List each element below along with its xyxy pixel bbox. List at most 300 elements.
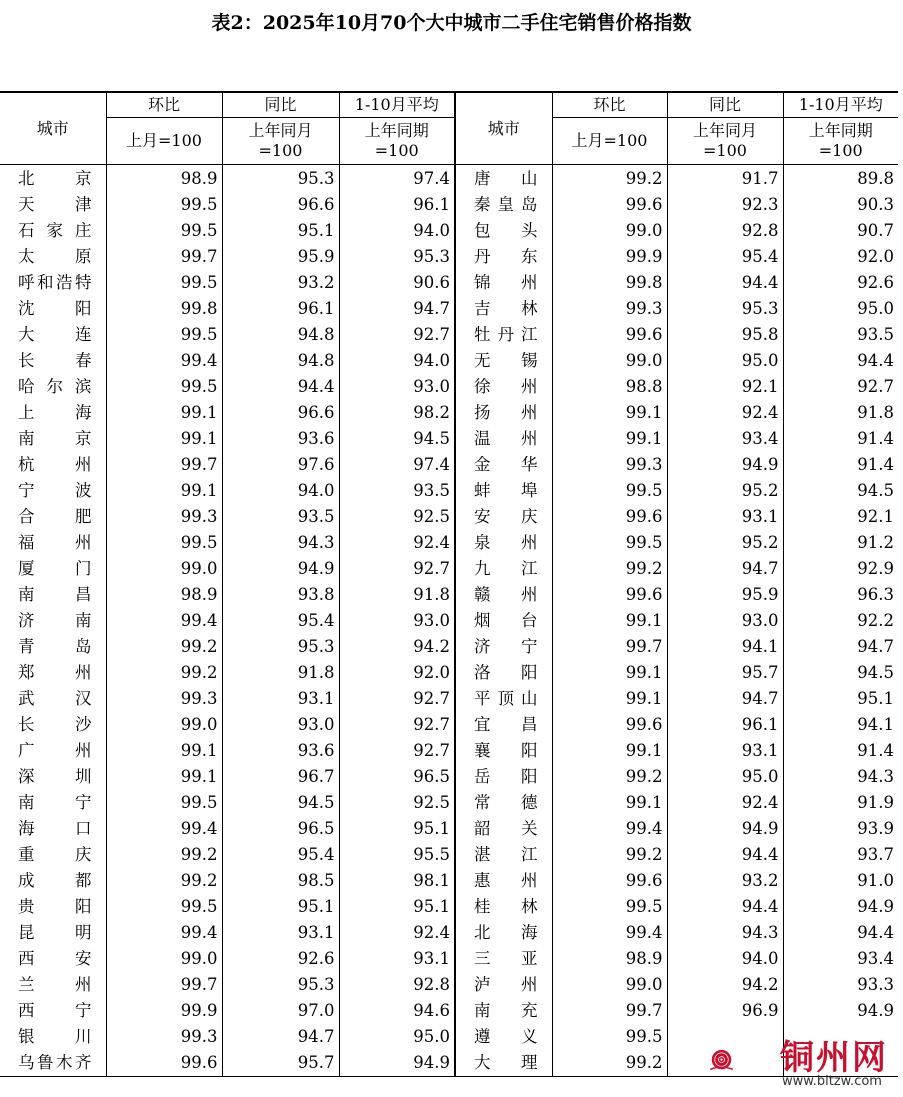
mom-value-left: 99.5 — [106, 322, 222, 348]
table-row — [0, 165, 898, 193]
city-name-left: 大连 — [18, 325, 92, 344]
yoy-value-right: 94.9 — [667, 816, 783, 842]
avg-value-right: 93.7 — [783, 842, 898, 868]
city-name-right: 济宁 — [455, 634, 552, 660]
mom-value-left: 99.5 — [106, 218, 222, 244]
avg-value-left: 94.5 — [339, 426, 455, 452]
yoy-value-right: 95.8 — [667, 322, 783, 348]
yoy-value-left: 94.9 — [222, 556, 339, 582]
yoy-value-left: 93.0 — [222, 712, 339, 738]
yoy-value-right: 94.7 — [667, 686, 783, 712]
city-name-left: 重庆 — [18, 845, 92, 864]
city-name-right: 平顶山 — [455, 686, 552, 712]
mom-value-left: 98.9 — [106, 165, 222, 193]
city-name-left: 石家庄 — [18, 221, 92, 240]
mom-value-left: 99.1 — [106, 764, 222, 790]
mom-value-right: 99.7 — [552, 634, 667, 660]
header-yoy-left: 同比 — [222, 92, 339, 118]
yoy-value-right: 94.4 — [667, 842, 783, 868]
table-row — [0, 764, 898, 790]
mom-value-right: 99.6 — [552, 192, 667, 218]
mom-value-left: 99.7 — [106, 972, 222, 998]
avg-value-right: 93.4 — [783, 946, 898, 972]
avg-value-left: 97.4 — [339, 452, 455, 478]
table-row — [0, 946, 898, 972]
table-row — [0, 920, 898, 946]
mom-value-right: 99.2 — [552, 165, 667, 193]
avg-value-left: 92.5 — [339, 504, 455, 530]
yoy-value-right: 95.0 — [667, 764, 783, 790]
mom-value-right: 99.6 — [552, 868, 667, 894]
city-name-right: 岳阳 — [455, 764, 552, 790]
table-body — [0, 165, 898, 1077]
mom-value-right: 99.1 — [552, 426, 667, 452]
mom-value-right: 99.5 — [552, 894, 667, 920]
avg-value-left: 95.5 — [339, 842, 455, 868]
watermark-name: 铜州网 — [780, 1038, 888, 1078]
mom-value-right: 99.1 — [552, 790, 667, 816]
mom-value-right: 99.0 — [552, 972, 667, 998]
mom-value-right: 99.6 — [552, 582, 667, 608]
table-row — [0, 972, 898, 998]
city-name-right: 唐山 — [455, 165, 552, 193]
city-name-left: 成都 — [18, 871, 92, 890]
yoy-value-left: 96.6 — [222, 192, 339, 218]
mom-value-right: 98.8 — [552, 374, 667, 400]
mom-value-left: 99.7 — [106, 452, 222, 478]
city-name-right: 丹东 — [455, 244, 552, 270]
table-row — [0, 322, 898, 348]
yoy-value-right: 94.4 — [667, 894, 783, 920]
city-name-right: 北海 — [455, 920, 552, 946]
city-name-right: 烟台 — [455, 608, 552, 634]
mom-value-right: 99.3 — [552, 452, 667, 478]
city-name-left: 深圳 — [18, 767, 92, 786]
city-name-left: 宁波 — [18, 481, 92, 500]
mom-value-right: 99.5 — [552, 530, 667, 556]
yoy-value-right: 93.2 — [667, 868, 783, 894]
city-name-right: 扬州 — [455, 400, 552, 426]
table-row — [0, 530, 898, 556]
city-name-right: 吉林 — [455, 296, 552, 322]
header-yoy-base-right: 上年同月 =100 — [667, 118, 783, 165]
yoy-value-right: 95.9 — [667, 582, 783, 608]
avg-value-right: 91.4 — [783, 452, 898, 478]
mom-value-left: 99.2 — [106, 660, 222, 686]
yoy-value-left: 95.4 — [222, 608, 339, 634]
avg-value-left: 92.7 — [339, 322, 455, 348]
city-name-right: 赣州 — [455, 582, 552, 608]
avg-value-right: 90.7 — [783, 218, 898, 244]
city-name-left: 杭州 — [18, 455, 92, 474]
yoy-value-right: 95.7 — [667, 660, 783, 686]
avg-value-right: 94.7 — [783, 634, 898, 660]
mom-value-left: 99.0 — [106, 556, 222, 582]
yoy-value-right: 93.1 — [667, 738, 783, 764]
header-city-left: 城市 — [0, 92, 106, 165]
avg-value-left: 92.7 — [339, 712, 455, 738]
city-name-right: 秦皇岛 — [455, 192, 552, 218]
city-name-left: 上海 — [18, 403, 92, 422]
yoy-value-left: 95.3 — [222, 165, 339, 193]
yoy-value-right: 95.2 — [667, 478, 783, 504]
avg-value-right: 93.3 — [783, 972, 898, 998]
avg-value-left: 96.5 — [339, 764, 455, 790]
yoy-value-right: 92.1 — [667, 374, 783, 400]
yoy-value-left: 97.0 — [222, 998, 339, 1024]
yoy-value-left: 93.5 — [222, 504, 339, 530]
yoy-value-right: 94.4 — [667, 270, 783, 296]
avg-value-left: 90.6 — [339, 270, 455, 296]
city-name-right: 南充 — [455, 998, 552, 1024]
avg-value-left: 92.7 — [339, 556, 455, 582]
mom-value-left: 99.1 — [106, 400, 222, 426]
yoy-value-right: 94.0 — [667, 946, 783, 972]
yoy-value-right: 95.0 — [667, 348, 783, 374]
city-name-left: 天津 — [18, 195, 92, 214]
avg-value-left: 92.8 — [339, 972, 455, 998]
avg-value-right: 92.2 — [783, 608, 898, 634]
table-row — [0, 608, 898, 634]
mom-value-right: 99.6 — [552, 712, 667, 738]
avg-value-right: 93.9 — [783, 816, 898, 842]
mom-value-right: 99.9 — [552, 244, 667, 270]
table-row — [0, 504, 898, 530]
table-row — [0, 374, 898, 400]
city-name-right: 蚌埠 — [455, 478, 552, 504]
city-name-right: 桂林 — [455, 894, 552, 920]
mom-value-left: 99.7 — [106, 244, 222, 270]
city-name-right: 襄阳 — [455, 738, 552, 764]
mom-value-left: 99.4 — [106, 348, 222, 374]
yoy-value-left: 93.6 — [222, 426, 339, 452]
avg-value-left: 94.6 — [339, 998, 455, 1024]
city-name-right: 九江 — [455, 556, 552, 582]
city-name-left: 兰州 — [18, 975, 92, 994]
mom-value-left: 98.9 — [106, 582, 222, 608]
page-title: 表2：2025年10月70个大中城市二手住宅销售价格指数 — [211, 12, 692, 34]
city-name-left: 长春 — [18, 351, 92, 370]
table-row — [0, 296, 898, 322]
avg-value-right: 94.5 — [783, 478, 898, 504]
header-avg-base-left: 上年同期 =100 — [339, 118, 455, 165]
table-row — [0, 634, 898, 660]
avg-value-left: 92.5 — [339, 790, 455, 816]
mom-value-left: 99.3 — [106, 504, 222, 530]
city-name-left: 呼和浩特 — [18, 273, 92, 292]
header-mom-left: 环比 — [106, 92, 222, 118]
city-name-right: 大理 — [455, 1050, 552, 1077]
city-name-right: 包头 — [455, 218, 552, 244]
yoy-value-right: 95.2 — [667, 530, 783, 556]
table-row — [0, 192, 898, 218]
mom-value-left: 99.5 — [106, 894, 222, 920]
avg-value-left: 91.8 — [339, 582, 455, 608]
table-row — [0, 686, 898, 712]
mom-value-right: 99.5 — [552, 1024, 667, 1050]
city-name-right: 遵义 — [455, 1024, 552, 1050]
yoy-value-left: 94.5 — [222, 790, 339, 816]
table-row — [0, 478, 898, 504]
avg-value-right: 94.1 — [783, 712, 898, 738]
city-name-left: 西宁 — [18, 1001, 92, 1020]
city-name-left: 厦门 — [18, 559, 92, 578]
mom-value-right: 99.6 — [552, 504, 667, 530]
mom-value-right: 99.1 — [552, 660, 667, 686]
avg-value-left: 92.4 — [339, 920, 455, 946]
mom-value-left: 99.4 — [106, 816, 222, 842]
avg-value-left: 92.4 — [339, 530, 455, 556]
avg-value-right: 91.8 — [783, 400, 898, 426]
yoy-value-right: 92.4 — [667, 400, 783, 426]
mom-value-left: 99.2 — [106, 868, 222, 894]
avg-value-right: 94.5 — [783, 660, 898, 686]
yoy-value-right: 94.9 — [667, 452, 783, 478]
yoy-value-left: 94.7 — [222, 1024, 339, 1050]
header-mom-right: 环比 — [552, 92, 667, 118]
yoy-value-right: 93.4 — [667, 426, 783, 452]
table-row — [0, 270, 898, 296]
header-avg-left: 1-10月平均 — [339, 92, 455, 118]
avg-value-right: 91.2 — [783, 530, 898, 556]
avg-value-right: 95.1 — [783, 686, 898, 712]
city-name-right: 湛江 — [455, 842, 552, 868]
mom-value-right: 99.7 — [552, 998, 667, 1024]
mom-value-left: 99.5 — [106, 192, 222, 218]
yoy-value-left: 95.9 — [222, 244, 339, 270]
table-row — [0, 842, 898, 868]
mom-value-left: 99.4 — [106, 920, 222, 946]
city-name-left: 沈阳 — [18, 299, 92, 318]
mom-value-left: 99.5 — [106, 530, 222, 556]
yoy-value-left: 93.1 — [222, 920, 339, 946]
watermark-url: www.bltzw.com — [782, 1074, 882, 1089]
yoy-value-right: 96.1 — [667, 712, 783, 738]
yoy-value-right: 92.3 — [667, 192, 783, 218]
yoy-value-left: 93.1 — [222, 686, 339, 712]
mom-value-left: 99.1 — [106, 738, 222, 764]
mom-value-right: 99.0 — [552, 348, 667, 374]
city-name-right: 金华 — [455, 452, 552, 478]
mom-value-right: 99.1 — [552, 686, 667, 712]
yoy-value-left: 95.3 — [222, 972, 339, 998]
city-name-right: 洛阳 — [455, 660, 552, 686]
city-name-left: 福州 — [18, 533, 92, 552]
city-name-right: 温州 — [455, 426, 552, 452]
avg-value-right: 94.4 — [783, 348, 898, 374]
city-name-right: 常德 — [455, 790, 552, 816]
table-row — [0, 712, 898, 738]
seal-logo-icon — [708, 1026, 780, 1094]
avg-value-right: 92.9 — [783, 556, 898, 582]
mom-value-left: 99.1 — [106, 426, 222, 452]
header-mom-base-left: 上月=100 — [106, 118, 222, 165]
yoy-value-right: 95.3 — [667, 296, 783, 322]
mom-value-left: 99.3 — [106, 1024, 222, 1050]
avg-value-left: 95.0 — [339, 1024, 455, 1050]
table-row — [0, 790, 898, 816]
avg-value-left: 93.0 — [339, 374, 455, 400]
yoy-value-right: 94.2 — [667, 972, 783, 998]
city-name-right: 宜昌 — [455, 712, 552, 738]
table-row — [0, 660, 898, 686]
avg-value-right: 91.0 — [783, 868, 898, 894]
city-name-left: 广州 — [18, 741, 92, 760]
yoy-value-left: 91.8 — [222, 660, 339, 686]
mom-value-right: 99.0 — [552, 218, 667, 244]
mom-value-right: 99.1 — [552, 400, 667, 426]
mom-value-right: 99.6 — [552, 322, 667, 348]
city-name-right: 徐州 — [455, 374, 552, 400]
city-name-right: 泸州 — [455, 972, 552, 998]
yoy-value-right: 94.1 — [667, 634, 783, 660]
table-row — [0, 998, 898, 1024]
avg-value-right: 92.1 — [783, 504, 898, 530]
header-yoy-right: 同比 — [667, 92, 783, 118]
yoy-value-right: 94.3 — [667, 920, 783, 946]
city-name-left: 南宁 — [18, 793, 92, 812]
avg-value-left: 94.9 — [339, 1050, 455, 1077]
yoy-value-right: 91.7 — [667, 165, 783, 193]
city-name-right: 无锡 — [455, 348, 552, 374]
mom-value-right: 99.4 — [552, 816, 667, 842]
header-yoy-base-left: 上年同月 =100 — [222, 118, 339, 165]
price-index-table — [0, 91, 898, 1077]
city-name-left: 太原 — [18, 247, 92, 266]
table-row — [0, 894, 898, 920]
avg-value-right: 91.4 — [783, 426, 898, 452]
mom-value-right: 99.1 — [552, 608, 667, 634]
mom-value-left: 99.8 — [106, 296, 222, 322]
mom-value-left: 99.6 — [106, 1050, 222, 1077]
yoy-value-right: 92.8 — [667, 218, 783, 244]
mom-value-left: 99.1 — [106, 478, 222, 504]
yoy-value-left: 94.4 — [222, 374, 339, 400]
mom-value-right: 99.5 — [552, 478, 667, 504]
city-name-left: 南京 — [18, 429, 92, 448]
avg-value-right: 92.0 — [783, 244, 898, 270]
city-name-right: 三亚 — [455, 946, 552, 972]
mom-value-right: 99.2 — [552, 842, 667, 868]
city-name-right: 泉州 — [455, 530, 552, 556]
yoy-value-left: 93.2 — [222, 270, 339, 296]
mom-value-left: 99.5 — [106, 270, 222, 296]
table-row — [0, 738, 898, 764]
yoy-value-left: 94.8 — [222, 322, 339, 348]
yoy-value-left: 95.7 — [222, 1050, 339, 1077]
yoy-value-left: 96.6 — [222, 400, 339, 426]
avg-value-right: 95.0 — [783, 296, 898, 322]
yoy-value-left: 94.3 — [222, 530, 339, 556]
yoy-value-left: 97.6 — [222, 452, 339, 478]
mom-value-right: 99.1 — [552, 738, 667, 764]
yoy-value-left: 96.1 — [222, 296, 339, 322]
avg-value-left: 95.3 — [339, 244, 455, 270]
mom-value-left: 99.0 — [106, 946, 222, 972]
avg-value-right: 96.3 — [783, 582, 898, 608]
avg-value-left: 96.1 — [339, 192, 455, 218]
city-name-right: 安庆 — [455, 504, 552, 530]
avg-value-right: 94.9 — [783, 998, 898, 1024]
city-name-left: 西安 — [18, 949, 92, 968]
city-name-left: 昆明 — [18, 923, 92, 942]
yoy-value-left: 95.3 — [222, 634, 339, 660]
table-row — [0, 218, 898, 244]
avg-value-left: 98.2 — [339, 400, 455, 426]
yoy-value-left: 92.6 — [222, 946, 339, 972]
table-row — [0, 244, 898, 270]
avg-value-left: 93.0 — [339, 608, 455, 634]
mom-value-right: 99.2 — [552, 556, 667, 582]
table-row — [0, 400, 898, 426]
yoy-value-left: 96.5 — [222, 816, 339, 842]
avg-value-left: 92.7 — [339, 738, 455, 764]
mom-value-right: 99.8 — [552, 270, 667, 296]
yoy-value-left: 98.5 — [222, 868, 339, 894]
yoy-value-right: 93.1 — [667, 504, 783, 530]
avg-value-right: 90.3 — [783, 192, 898, 218]
mom-value-left: 99.9 — [106, 998, 222, 1024]
avg-value-left: 93.1 — [339, 946, 455, 972]
city-name-left: 银川 — [18, 1027, 92, 1046]
city-name-left: 武汉 — [18, 689, 92, 708]
mom-value-left: 99.2 — [106, 634, 222, 660]
yoy-value-right: 96.9 — [667, 998, 783, 1024]
avg-value-right: 91.9 — [783, 790, 898, 816]
yoy-value-left: 95.1 — [222, 894, 339, 920]
table-row — [0, 868, 898, 894]
city-name-left: 北京 — [18, 168, 92, 188]
yoy-value-left: 94.8 — [222, 348, 339, 374]
yoy-value-left: 93.6 — [222, 738, 339, 764]
city-name-left: 郑州 — [18, 663, 92, 682]
table-row — [0, 816, 898, 842]
header-mom-base-right: 上月=100 — [552, 118, 667, 165]
avg-value-right: 91.4 — [783, 738, 898, 764]
yoy-value-right: 93.0 — [667, 608, 783, 634]
table-row — [0, 348, 898, 374]
avg-value-left: 94.0 — [339, 348, 455, 374]
city-name-right: 锦州 — [455, 270, 552, 296]
mom-value-right: 99.2 — [552, 764, 667, 790]
header-avg-right: 1-10月平均 — [783, 92, 898, 118]
city-name-left: 济南 — [18, 611, 92, 630]
yoy-value-right: 92.4 — [667, 790, 783, 816]
header-avg-base-right: 上年同期 =100 — [783, 118, 898, 165]
avg-value-right: 93.5 — [783, 322, 898, 348]
yoy-value-left: 95.1 — [222, 218, 339, 244]
city-name-left: 合肥 — [18, 507, 92, 526]
table-row — [0, 582, 898, 608]
city-name-left: 海口 — [18, 819, 92, 838]
yoy-value-left: 95.4 — [222, 842, 339, 868]
avg-value-left: 94.7 — [339, 296, 455, 322]
mom-value-right: 99.4 — [552, 920, 667, 946]
avg-value-left: 95.1 — [339, 894, 455, 920]
mom-value-right: 99.2 — [552, 1050, 667, 1077]
yoy-value-right: 95.4 — [667, 244, 783, 270]
avg-value-right: 92.6 — [783, 270, 898, 296]
yoy-value-left: 94.0 — [222, 478, 339, 504]
avg-value-left: 92.7 — [339, 686, 455, 712]
city-name-right: 惠州 — [455, 868, 552, 894]
avg-value-right: 94.9 — [783, 894, 898, 920]
avg-value-right: 94.3 — [783, 764, 898, 790]
avg-value-left: 98.1 — [339, 868, 455, 894]
avg-value-right: 89.8 — [783, 165, 898, 193]
avg-value-left: 94.0 — [339, 218, 455, 244]
city-name-right: 牡丹江 — [455, 322, 552, 348]
